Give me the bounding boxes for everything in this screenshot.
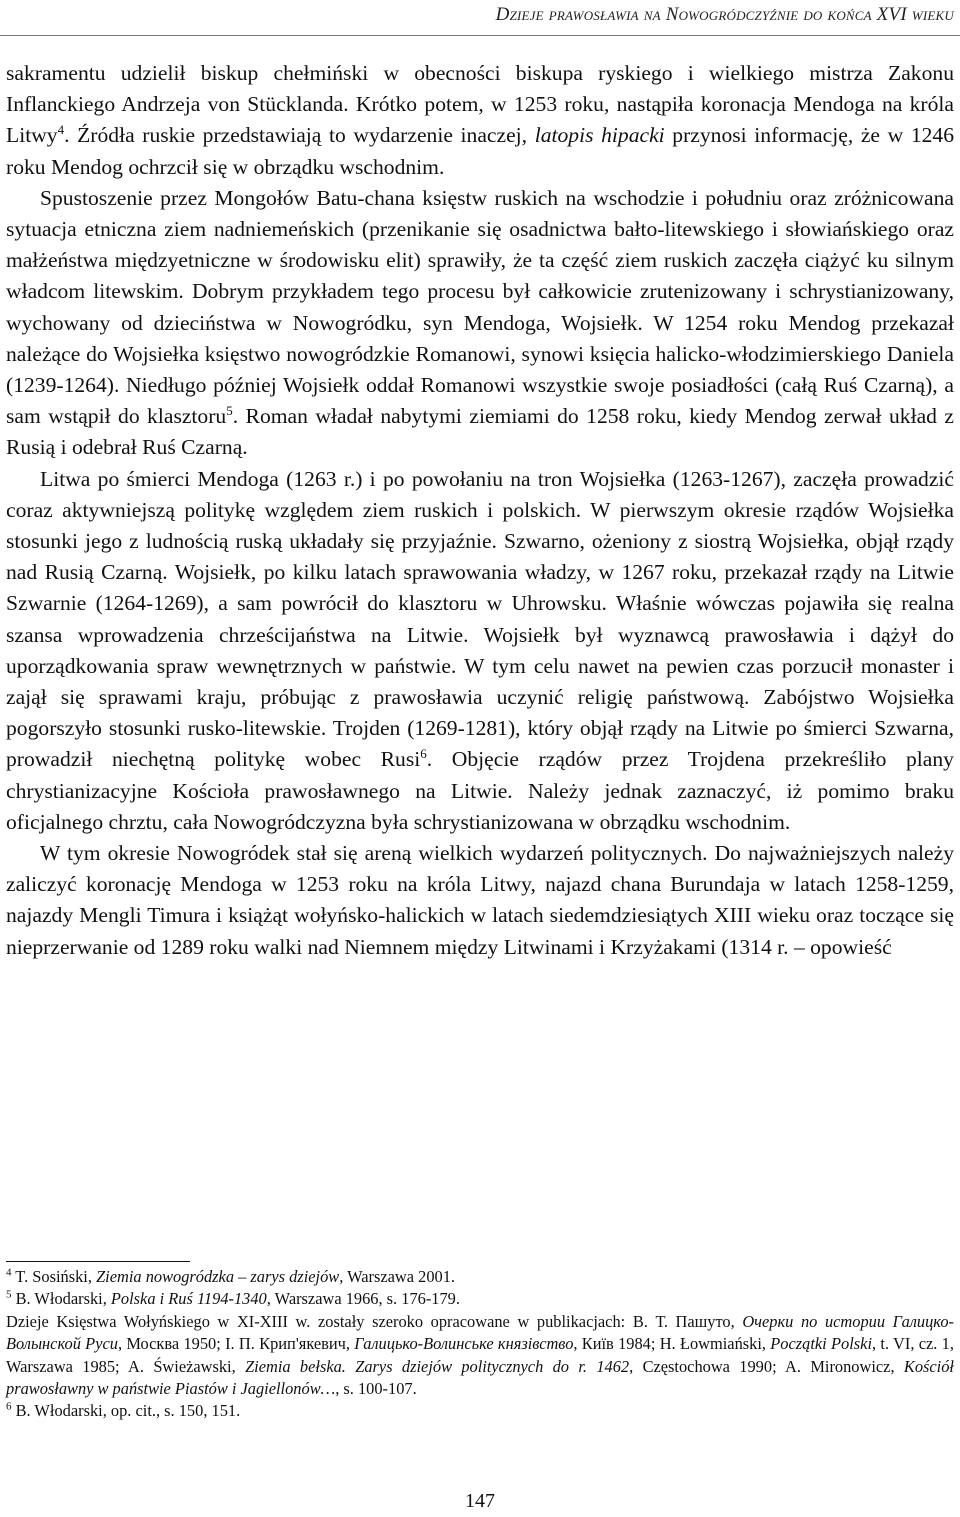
footnote-ref-4: 4: [57, 122, 65, 138]
paragraph-1-text-a: sakramentu udzielił biskup chełmiński w obecności biskupa ryskiego i wielkiego mistrza Zakonu Inflanckiego Andrzeja von Stücklanda. Krótko potem, w 1253 roku, nastąpiła koronacja Mendoga na króla Litwy: [6, 61, 954, 148]
footnote-4-number: 4: [6, 1266, 12, 1279]
footnote-5-cont-title-3: Początki Polski: [770, 1334, 872, 1354]
footnote-4-text-a: T. Sosiński,: [11, 1267, 97, 1286]
header-rule: [0, 35, 960, 36]
footnote-5-text-a: B. Włodarski,: [11, 1289, 111, 1309]
footnote-4-title: Ziemia nowogródzka – zarys dziejów: [96, 1267, 340, 1286]
footnote-5-cont-a: Dzieje Księstwa Wołyńskiego w XI-XIII w. zostały szeroko opracowane w publikacjach: В. Т. Пашуто,: [6, 1311, 743, 1331]
footnote-ref-6: 6: [420, 746, 427, 762]
paragraph-4: W tym okresie Nowogródek stał się areną wielkich wydarzeń politycznych. Do najważniejszych należy zaliczyć koronację Mendoga w 1253 roku na króla Litwy, najazd chana Burundaja w latach 1258-1259, najazdy Mengli Timura i książąt wołyńsko-halickich w latach siedemdziesiątych XIII wieku oraz toczące się nieprzerwanie od 1289 roku walki nad Niemnem między Litwinami i Krzyżakami (1314 r. – opowieść: [6, 841, 954, 959]
footnote-6: [6, 1400, 954, 1422]
footnote-rule: [6, 1261, 190, 1262]
footnote-5-cont-b: , Москва 1950; І. П. Крип'якевич,: [117, 1334, 355, 1354]
footnote-5-number: 5: [6, 1288, 12, 1301]
paragraph-2-text-b: . Roman władał nabytymi ziemiami do 1258 roku, kiedy Mendog zerwał układ z Rusią i odebrał Ruś Czarną.: [6, 404, 954, 460]
paragraph-1-text-b: . Źródła ruskie przedstawiają to wydarzenie inaczej,: [64, 123, 535, 148]
footnote-6-text-a: B. Włodarski, op. cit., s. 150, 151.: [11, 1401, 241, 1421]
paragraph-3-text-a: Litwa po śmierci Mendoga (1263 r.) i po powołaniu na tron Wojsiełka (1263-1267), zaczęła prowadzić coraz aktywniejszą politykę względem ziem ruskich i polskich. W pierwszym okresie rządów Wojsiełka stosunki jego z ludnością ruską układały się przyjaźnie. Szwarno, ożeniony z siostrą Wojsiełka, objął rządy nad Rusią Czarną. Wojsiełk, po kilku latach sprawowania władzy, w 1267 roku, przekazał rządy na Litwie Szwarnie (1264-1269), a sam powrócił do klasztoru w Uhrowsku. Właśnie wówczas pojawiła się realna szansa wprowadzenia chrześcijaństwa na Litwie. Wojsiełk był wyznawcą prawosławia i dążył do uporządkowania spraw wewnętrznych w państwie. W tym celu nawet na pewien czas porzucił monaster i zajął się sprawami kraju, próbując z prawosławia uczynić religię państwową. Zabójstwo Wojsiełka pogorszyło stosunki rusko-litewskie. Trojden (1269-1281), który objął rządy na Litwie po śmierci Szwarna, prowadził niechętną politykę wobec Rusi: [6, 466, 954, 772]
page-number: 147: [465, 1490, 495, 1512]
footnote-5-text-b: , Warszawa 1966, s. 176-179.: [266, 1289, 460, 1309]
latopis-hipacki-italic: latopis hipacki: [534, 123, 665, 148]
body-text: [6, 58, 954, 963]
paragraph-2: [6, 183, 954, 464]
footnote-5-cont-d: , t. VI, cz. 1, Warszawa 1985; A. Świeżawski,: [6, 1334, 954, 1376]
paragraph-1-text-c: przynosi informację, że w 1246 roku Mendog ochrzcił się w obrządku wschodnim.: [6, 123, 955, 179]
paragraph-3-text-b: . Objęcie rządów przez Trojdena przekreśliło plany chrystianizacyjne Kościoła prawosławnego na Litwie. Należy jednak zaznaczyć, iż pomimo braku oficjalnego chrztu, cała Nowogródczyzna była schrystianizowana w obrządku wschodnim.: [6, 747, 954, 834]
footnote-5-cont-title-1: Очерки по истории Галицко-Волынской Руси: [6, 1311, 955, 1354]
footnote-5-cont-e: , Częstochowa 1990; A. Mironowicz,: [629, 1356, 904, 1376]
footnote-5-cont-c: , Київ 1984; H. Łowmiański,: [573, 1334, 771, 1354]
footnote-4-text-b: , Warszawa 2001.: [339, 1267, 456, 1286]
footnote-5-cont-f: , s. 100-107.: [335, 1379, 417, 1399]
paragraph-1: [6, 58, 954, 183]
footnote-5-continuation: [6, 1311, 954, 1401]
paragraph-2-text-a: Spustoszenie przez Mongołów Batu-chana księstw ruskich na wschodzie i południu oraz zróżnicowana sytuacja etniczna ziem nadniemeńskich (przenikanie się osadnictwa bałto-litewskiego i słowiańskiego oraz małżeństwa międzyetniczne w środowisku elit) sprawiły, że ta część ziem ruskich zaczęła ciążyć ku silnym władcom litewskim. Dobrym przykładem tego procesu był całkowicie zrutenizowany i schrystianizowany, wychowany od dzieciństwa w Nowogródku, syn Mendoga, Wojsiełk. W 1254 roku Mendog przekazał należące do Wojsiełka księstwo nowogródzkie Romanowi, synowi księcia halicko-włodzimierskiego Daniela (1239-1264). Niedługo później Wojsiełk oddał Romanowi wszystkie swoje posiadłości (całą Ruś Czarną), a sam wstąpił do klasztoru: [6, 185, 954, 429]
footnote-5-cont-title-2: Галицько-Волинське князівство: [354, 1334, 574, 1354]
footnote-5-cont-title-4: Ziemia bełska. Zarys dziejów politycznych do r. 1462: [245, 1356, 630, 1376]
running-head: Dzieje prawosławia na Nowogródczyźnie do końca XVI wieku: [495, 4, 954, 25]
footnote-6-number: 6: [6, 1400, 12, 1413]
footnote-ref-5: 5: [226, 403, 233, 419]
footnote-4: [6, 1266, 954, 1288]
footnote-5-title: Polska i Ruś 1194-1340: [110, 1289, 267, 1309]
footnotes: [6, 1266, 954, 1423]
footnote-5-cont-title-5: Kościół prawosławny w państwie Piastów i Jagiellonów…: [6, 1356, 954, 1399]
footnote-5: [6, 1288, 954, 1310]
paragraph-3: [6, 464, 954, 838]
